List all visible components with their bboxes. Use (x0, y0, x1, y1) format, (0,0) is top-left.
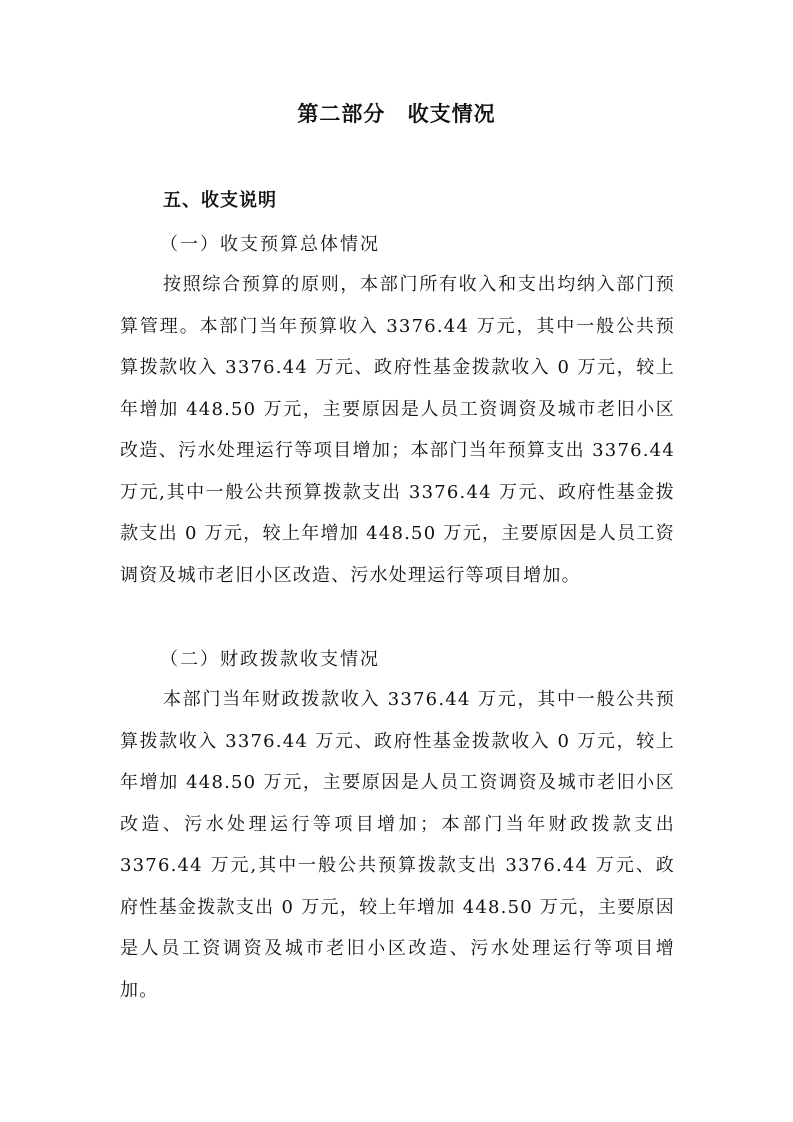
paragraph-budget-overview: 按照综合预算的原则，本部门所有收入和支出均纳入部门预算管理。本部门当年预算收入 3376.44 万元，其中一般公共预算拨款收入 3376.44 万元、政府性基金拨款收入 0 万元，较上年增加 448.50 万元，主要原因是人员工资调资及城市老旧小区改造、污水处理运行等项目增加；本部门当年预算支出 3376.44 万元,其中一般公共预算拨款支出 3376.44 万元、政府性基金拨款支出 0 万元，较上年增加 448.50 万元，主要原因是人员工资调资及城市老旧小区改造、污水处理运行等项目增加。 (120, 274, 675, 586)
paragraph-fiscal-appropriation: 本部门当年财政拨款收入 3376.44 万元，其中一般公共预算拨款收入 3376.44 万元、政府性基金拨款收入 0 万元，较上年增加 448.50 万元，主要原因是人员工资调资及城市老旧小区改造、污水处理运行等项目增加；本部门当年财政拨款支出 3376.44 万元,其中一般公共预算拨款支出 3376.44 万元、政府性基金拨款支出 0 万元，较上年增加 448.50 万元，主要原因是人员工资调资及城市老旧小区改造、污水处理运行等项目增加。 (120, 689, 675, 1001)
subsection-heading-budget-overview: （一）收支预算总体情况 (160, 234, 380, 255)
subsection-heading-fiscal-appropriation: （二）财政拨款收支情况 (160, 649, 380, 670)
page-title: 第二部分 收支情况 (297, 101, 496, 126)
section-heading: 五、收支说明 (163, 190, 277, 211)
